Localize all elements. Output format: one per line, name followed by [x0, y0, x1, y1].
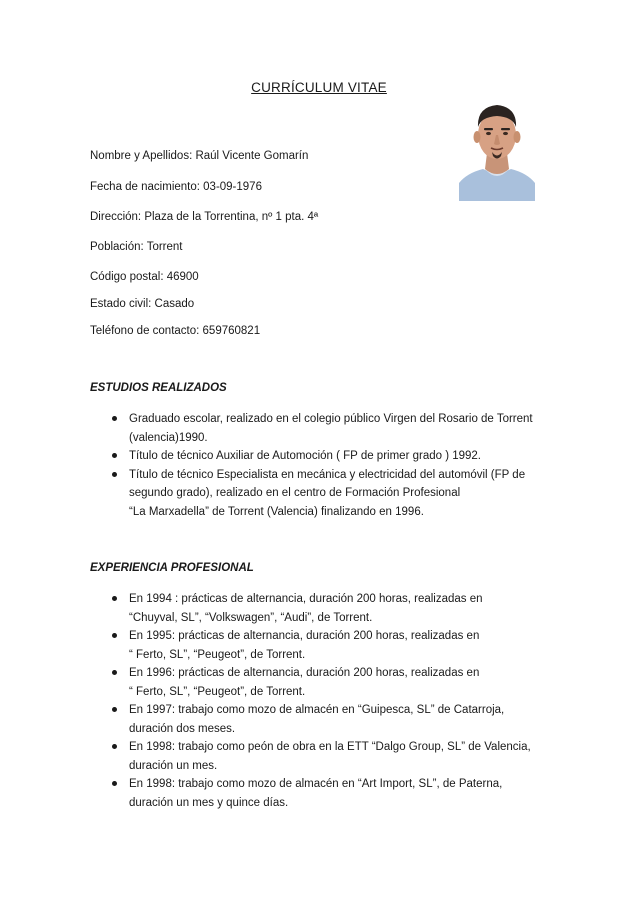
info-address: Dirección: Plaza de la Torrentina, nº 1 pta. 4ª	[90, 211, 319, 223]
info-marital-status: Estado civil: Casado	[90, 298, 195, 310]
info-postal-code: Código postal: 46900	[90, 271, 199, 283]
profile-photo	[459, 95, 535, 201]
list-item: Graduado escolar, realizado en el colegio público Virgen del Rosario de Torrent (valencia)1990.	[90, 410, 560, 447]
experience-heading: EXPERIENCIA PROFESIONAL	[90, 562, 254, 574]
list-item: En 1998: trabajo como mozo de almacén en “Art Import, SL”, de Paterna, duración un mes y quince días.	[90, 775, 560, 812]
list-item: En 1998: trabajo como peón de obra en la ETT “Dalgo Group, SL” de Valencia, duración un mes.	[90, 738, 560, 775]
list-item: En 1997: trabajo como mozo de almacén en “Guipesca, SL” de Catarroja, duración dos meses.	[90, 701, 560, 738]
list-item: En 1995: prácticas de alternancia, duración 200 horas, realizadas en “ Ferto, SL”, “Peugeot”, de Torrent.	[90, 627, 560, 664]
info-phone: Teléfono de contacto: 659760821	[90, 325, 261, 337]
info-name: Nombre y Apellidos: Raúl Vicente Gomarín	[90, 150, 309, 162]
info-city: Población: Torrent	[90, 241, 183, 253]
list-item: Título de técnico Auxiliar de Automoción ( FP de primer grado ) 1992.	[90, 447, 560, 466]
page-title: CURRÍCULUM VITAE	[251, 80, 387, 95]
studies-list	[90, 410, 560, 521]
list-item: Título de técnico Especialista en mecánica y electricidad del automóvil (FP de segundo grado), realizado en el centro de Formación Profesional “La Marxadella” de Torrent (Valencia) finalizando en 1996.	[90, 466, 560, 522]
experience-list	[90, 590, 560, 812]
info-birthdate: Fecha de nacimiento: 03-09-1976	[90, 181, 262, 193]
studies-heading: ESTUDIOS REALIZADOS	[90, 382, 227, 394]
list-item: En 1994 : prácticas de alternancia, duración 200 horas, realizadas en “Chuyval, SL”, “Volkswagen”, “Audi”, de Torrent.	[90, 590, 560, 627]
list-item: En 1996: prácticas de alternancia, duración 200 horas, realizadas en “ Ferto, SL”, “Peugeot”, de Torrent.	[90, 664, 560, 701]
